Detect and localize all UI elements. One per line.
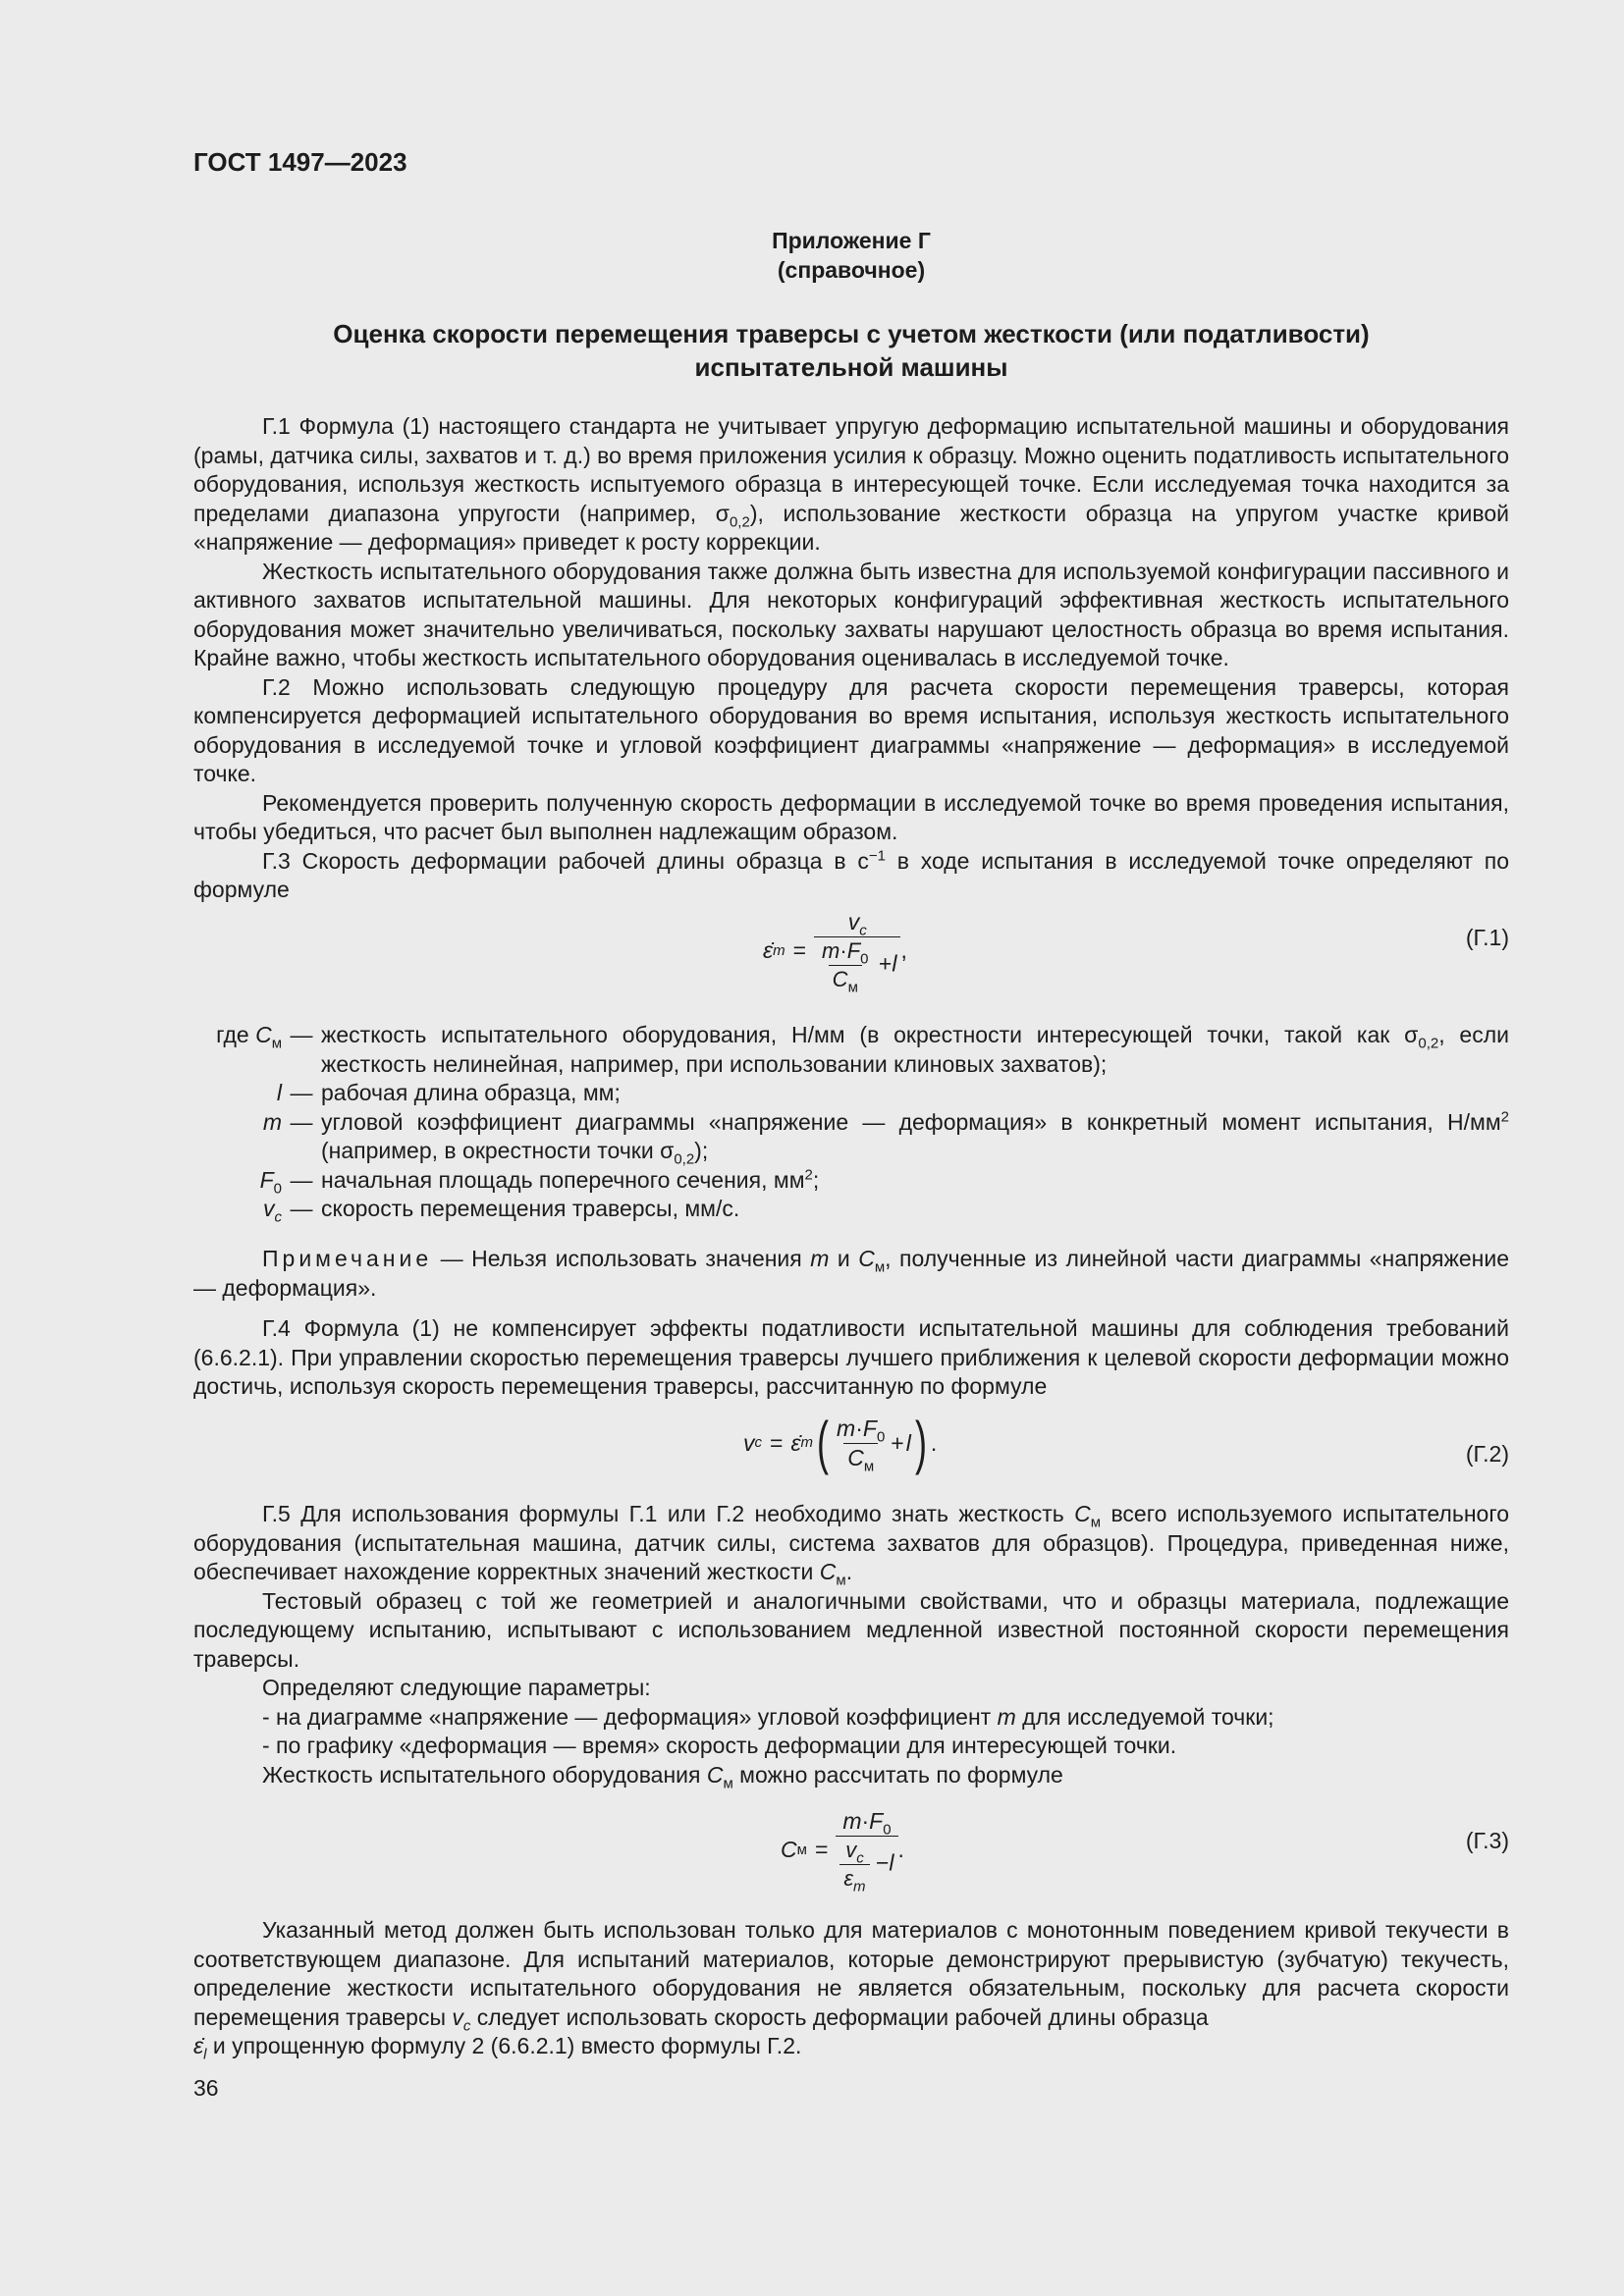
paragraph-g2-check: Рекомендуется проверить полученную скорость деформации в исследуемой точке во время проведения испытания, чтобы убедиться, что расчет был выполнен надлежащим образом. (193, 789, 1509, 844)
formula-g2-expression: v c = ε̇ m ( $\frac{m\cdot F_0}{C_м}$ + l ) . (743, 1410, 938, 1475)
text-block-3 (193, 1500, 1509, 1792)
formula-g1-number: (Г.1) (1465, 925, 1509, 950)
formula-g2-number: (Г.2) (1465, 1441, 1509, 1467)
text-block-2 (193, 1245, 1509, 1402)
formula-g3-expression: C м = $m\cdot F_0$ $\frac{v_c}{\varepsilon_m}$ −l . (781, 1808, 904, 1896)
bullet-slope: - на диаграмме «напряжение — деформация» угловой коэффициент m для исследуемой точки; (262, 1703, 1274, 1730)
definitions-list (193, 1021, 1509, 1224)
appendix-title (193, 317, 1509, 384)
paragraph-g1: Г.1 Формула (1) настоящего стандарта не учитывает упругую деформацию испытательной машины и оборудования (рамы, датчика силы, захватов и т. д.) во время приложения усилия к образцу. Можно оценить податливость испытательного оборудования, используя жесткость испытуемого образца в интересующей точке. Если исследуемая точка находится за пределами диапазона упругости (например, $\sigma_{0,2}$), использование жесткости образца на упругом участке кривой «напряжение — деформация» приведет к росту коррекции. (193, 413, 1509, 555)
formula-g1-expression: ε̇ m = $v_c$ $\frac{m\cdot F_0}{C_м}$ +l , (763, 909, 907, 996)
paragraph-g2: Г.2 Можно использовать следующую процедуру для расчета скорости перемещения траверсы, которая компенсируется деформацией испытательного оборудования во время испытания, используя жесткость испытательного оборудования в исследуемой точке и угловой коэффициент диаграммы «напряжение — деформация» в исследуемой точке. (193, 673, 1509, 786)
paragraph-g5-test-specimen: Тестовый образец с той же геометрией и аналогичными свойствами, что и образцы материала, подлежащие последующему испытанию, испытывают с использованием медленной известной постоянной скорости перемещения траверсы. (193, 1587, 1509, 1672)
paragraph-g5-stiffness: Жесткость испытательного оборудования $C_м$ можно рассчитать по формуле (262, 1761, 1063, 1792)
appendix-title-line2: испытательной машины (694, 352, 1008, 382)
formula-g2 (193, 1410, 1509, 1512)
paragraph-g3: Г.3 Скорость деформации рабочей длины образца в $с^{-1}$ в ходе испытания в исследуемой точке определяют по формуле (193, 846, 1509, 902)
formula-g1-fraction: $v_c$ $\frac{m\cdot F_0}{C_м}$ +l (814, 909, 900, 992)
paragraph-g1-stiffness: Жесткость испытательного оборудования также должна быть известна для используемой конфигурации пассивного и активного захватов испытательной машины. Для некоторых конфигураций эффективная жесткость испытательного оборудования может значительно увеличиваться, поскольку захваты нарушают целостность образца во время испытания. Крайне важно, чтобы жесткость испытательного оборудования оценивалась в исследуемой точке. (193, 558, 1509, 670)
definition-m: m — угловой коэффициент диаграммы «напряжение — деформация» в конкретный момент испытания, $Н/мм^2$ (например, в окрестности точки $\sigma_{0,2}$); (262, 1107, 1509, 1168)
paragraph-g5: Г.5 Для использования формулы Г.1 или Г.2 необходимо знать жесткость $C_м$ всего используемого испытательного оборудования (испытательная машина, датчик силы, система захватов для образцов). Процедура, приведенная ниже, обеспечивает нахождение корректных значений жесткости $C_м$. (193, 1501, 1509, 1589)
formula-g1 (193, 903, 1509, 1001)
definition-f0: $F_0$ — начальная площадь поперечного сечения, $мм^2$; (259, 1165, 820, 1198)
appendix-label: Приложение Г (772, 228, 931, 253)
appendix-title-line1: Оценка скорости перемещения траверсы с учетом жесткости (или податливости) (333, 319, 1370, 348)
definition-cm: где $C_м$ — жесткость испытательного оборудования, Н/мм (в окрестности интересующей точки, такой как $\sigma_{0,2}$, если жесткость нелинейная, например, при использовании клиновых захватов); (216, 1022, 1509, 1077)
text-block-1 (193, 412, 1509, 905)
paragraph-g5-parameters: Определяют следующие параметры: (262, 1675, 651, 1700)
definition-vc: $v_c$ — скорость перемещения траверсы, мм/с. (263, 1196, 740, 1226)
note: Примечание — Нельзя использовать значения m и $C_м$, полученные из линейной части диаграммы «напряжение — деформация». (193, 1246, 1509, 1301)
bullet-strain-rate: - по графику «деформация — время» скорость деформации для интересующей точки. (262, 1733, 1177, 1758)
standard-designation: ГОСТ 1497—2023 (193, 147, 407, 177)
page-number: 36 (193, 2075, 219, 2101)
formula-g3-number: (Г.3) (1465, 1828, 1509, 1853)
formula-g3 (193, 1808, 1509, 1906)
definition-l: l — рабочая длина образца, мм; (276, 1080, 621, 1105)
paragraph-final: Указанный метод должен быть использован только для материалов с монотонным поведением кривой текучести в соответствующем диапазоне. Для испытаний материалов, которые демонстрируют прерывистую (зубчатую) текучесть, определение жесткости испытательного оборудования не является обязательным, поскольку для расчета скорости перемещения траверсы $v_c$ следует использовать скорость деформации рабочей длины образца $\varepsiloṅ_l$ и упрощенную формулу 2 (6.6.2.1) вместо формулы Г.2. (193, 1917, 1509, 2063)
text-block-4 (193, 1916, 1509, 2061)
paragraph-g4: Г.4 Формула (1) не компенсирует эффекты податливости испытательной машины для соблюдения требований (6.6.2.1). При управлении скоростью перемещения траверсы лучшего приближения к целевой скорости деформации можно достичь, используя скорость перемещения траверсы, рассчитанную по формуле (193, 1315, 1509, 1399)
appendix-kind: (справочное) (777, 257, 926, 283)
